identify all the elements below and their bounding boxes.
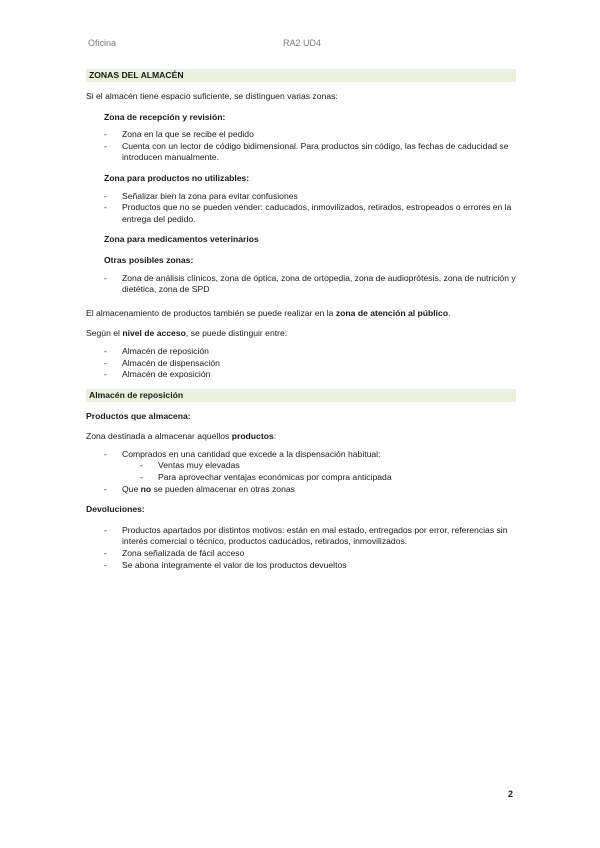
atencion-paragraph: El almacenamiento de productos también se puede realizar en la zona de atención al público.: [86, 307, 451, 318]
header-center: RA2 UD4: [283, 38, 322, 48]
list-devoluciones: [86, 525, 516, 571]
list-item: - Almacén de dispensación: [86, 358, 516, 370]
subheading-veterinarios: Zona para medicamentos veterinarios: [104, 234, 259, 245]
list-item: - Para aprovechar ventajas económicas por compra anticipada: [86, 472, 516, 484]
section-title-reposicion: Almacén de reposición: [86, 389, 516, 402]
acceso-paragraph: Según el nivel de acceso, se puede distinguir entre:: [86, 328, 288, 339]
header-left: Oficina: [88, 38, 117, 48]
list-item: - Señalizar bien la zona para evitar confusiones: [86, 191, 516, 203]
bold-text: no: [140, 483, 152, 494]
list-productos-sub: [86, 460, 516, 483]
zona-paragraph: Zona destinada a almacenar aquellos productos:: [86, 431, 277, 442]
list-item: - Almacén de reposición: [86, 346, 516, 358]
list-no-utilizables: [86, 191, 516, 226]
list-productos: [86, 449, 516, 461]
list-recepcion: [86, 129, 516, 164]
subheading-devoluciones: Devoluciones:: [86, 504, 145, 515]
subheading-recepcion: Zona de recepción y revisión:: [104, 111, 226, 122]
page-number: 2: [508, 789, 514, 799]
bold-text: nivel de acceso: [122, 328, 186, 339]
page-content: [86, 69, 516, 571]
bold-text: zona de atención al público: [335, 307, 449, 318]
list-item: - Ventas muy elevadas: [86, 460, 516, 472]
list-item: - Comprados en una cantidad que excede a la dispensación habitual:: [86, 449, 516, 461]
bold-text: productos: [231, 431, 274, 442]
list-item: - Almacén de exposición: [86, 369, 516, 381]
list-item: - Se abona íntegramente el valor de los productos devueltos: [86, 560, 516, 572]
list-item: - Cuenta con un lector de código bidimensional. Para productos sin código, las fechas de caducidad se introducen manualmente.: [86, 141, 516, 164]
list-productos-cont: [86, 484, 516, 496]
list-item: - Zona de análisis clínicos, zona de óptica, zona de ortopedia, zona de audioprótesis, zona de nutrición y dietética, zona de SPD: [86, 273, 516, 296]
section-title-zonas: ZONAS DEL ALMACÉN: [86, 69, 516, 82]
subheading-no-utilizables: Zona para productos no utilizables:: [104, 172, 250, 183]
intro-paragraph: Si el almacén tiene espacio suficiente, se distinguen varias zonas:: [86, 91, 338, 101]
subheading-otras-zonas: Otras posibles zonas:: [104, 254, 194, 265]
list-item: - Productos apartados por distintos motivos: están en mal estado, entregados por error, referencias sin interés comercial o técnico, productos caducados, retirados, inmovilizados.: [86, 525, 516, 548]
list-otras-zonas: [86, 273, 516, 296]
list-item: - Productos que no se pueden vender: caducados, inmovilizados, retirados, estropeados o errores en la entrega del pedido.: [86, 202, 516, 225]
list-niveles-acceso: [86, 346, 516, 381]
list-item: - Zona señalizada de fácil acceso: [86, 548, 516, 560]
subheading-productos: Productos que almacena:: [86, 410, 191, 421]
list-item: - Zona en la que se recibe el pedido: [86, 129, 516, 141]
list-item: - Que no se pueden almacenar en otras zonas: [86, 484, 516, 496]
